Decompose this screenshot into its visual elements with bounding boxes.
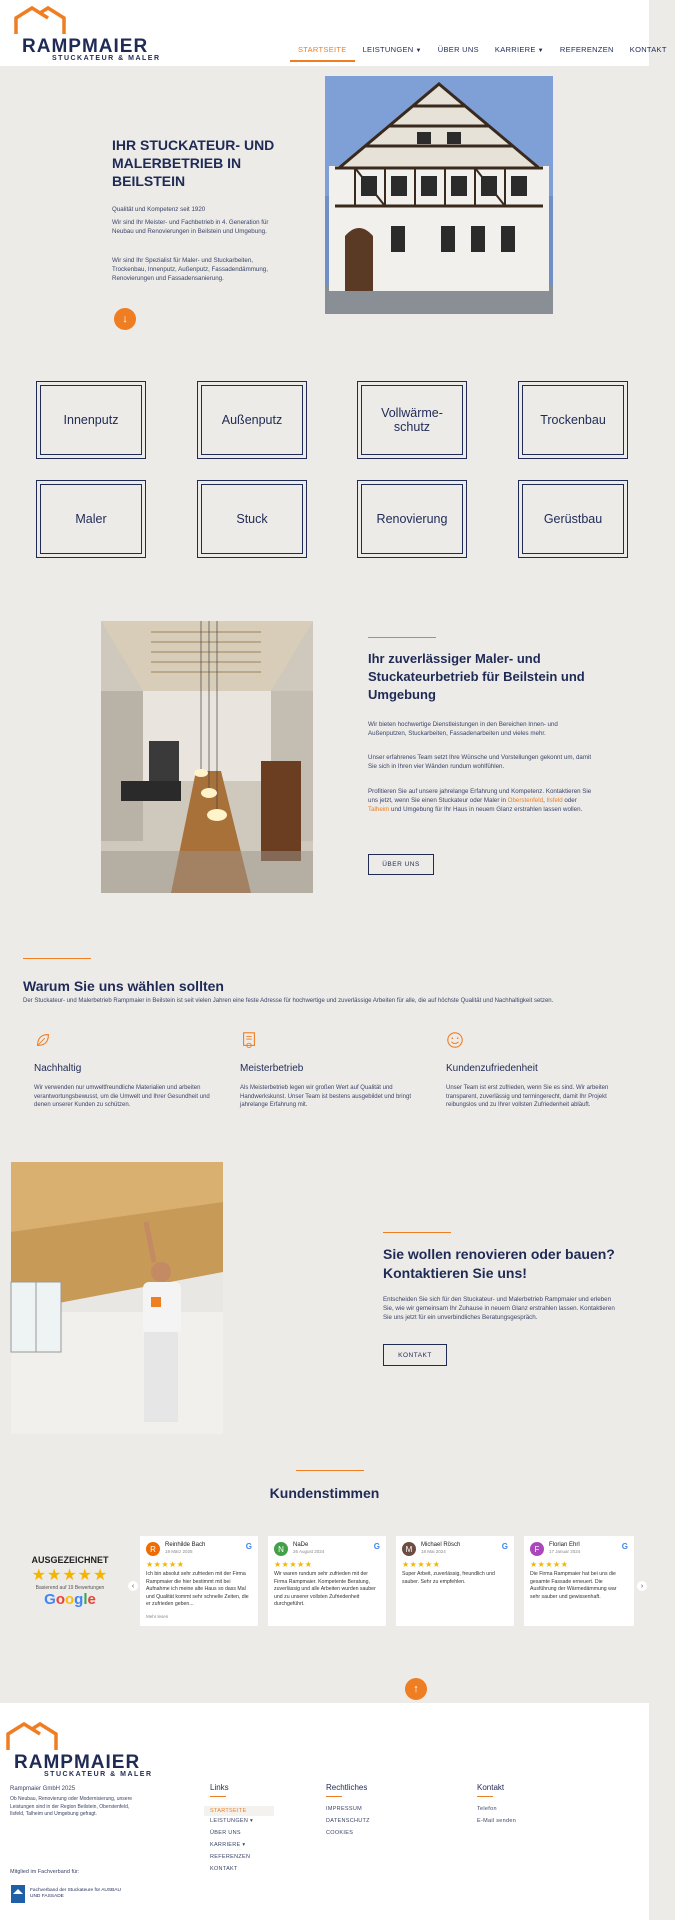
smiley-icon	[446, 1031, 464, 1049]
nav-item-referenzen[interactable]	[552, 40, 622, 62]
nav-label: KONTAKT	[629, 45, 667, 54]
nav-item-überuns[interactable]	[430, 40, 487, 62]
why-title: Warum Sie uns wählen sollten	[23, 978, 224, 994]
about-paragraph-2: Unser erfahrenes Team setzt Ihre Wünsche und Vorstellungen gekonnt um, damit Sie sich in Ihren vier Wänden rundum wohlfühlen.	[368, 754, 592, 770]
footer-heading-underline	[326, 1796, 342, 1797]
roof-logo-icon	[6, 1722, 66, 1752]
nav-label: REFERENZEN	[559, 45, 614, 54]
nav-label: KARRIERE	[494, 45, 536, 54]
nav-label: STARTSEITE	[298, 45, 347, 54]
feature-heading: Meisterbetrieb	[240, 1063, 304, 1074]
service-tile-8[interactable]	[518, 480, 628, 558]
feature-heading: Kundenzufriedenheit	[446, 1063, 538, 1074]
nav-item-leistungen[interactable]	[355, 40, 430, 62]
service-tile-7[interactable]	[357, 480, 467, 558]
logo-name: RAMPMAIER	[22, 36, 149, 57]
rating-basis: Basierend auf 19 Bewertungen	[35, 1585, 105, 1591]
service-tile-2[interactable]	[197, 381, 307, 459]
tile-inner-border	[361, 385, 463, 455]
nav-item-kontakt[interactable]	[622, 40, 675, 62]
tile-inner-border	[40, 385, 142, 455]
leaf-icon	[34, 1031, 52, 1049]
main-nav	[290, 40, 675, 62]
tile-inner-border	[361, 484, 463, 554]
footer-membership: Mitglied im Fachverband für:	[10, 1869, 80, 1875]
chevron-down-icon: ▼	[415, 48, 422, 54]
nav-label: ÜBER UNS	[437, 45, 479, 54]
logo-subtitle: STUCKATEUR & MALER	[44, 1771, 153, 1778]
reviewer-name: Florian Ehrl	[549, 1542, 580, 1548]
avatar: M	[402, 1542, 416, 1556]
nav-label: LEISTUNGEN	[362, 45, 414, 54]
footer-link[interactable]: KARRIERE ▾	[210, 1842, 246, 1848]
hero-intro: Wir sind Ihr Meister- und Fachbetrieb in 4. Generation für Neubau und Renovierungen in Beilstein und Umgebung.	[112, 219, 269, 235]
footer-heading-underline	[210, 1796, 226, 1797]
hero-tagline: Qualität und Kompetenz seit 1920	[112, 206, 206, 213]
footer-link[interactable]: STARTSEITE	[204, 1806, 274, 1816]
scroll-to-top-button[interactable]: ↑	[405, 1678, 427, 1700]
link-oberstenfeld[interactable]: Oberstenfeld	[507, 797, 544, 804]
google-icon: G	[373, 1542, 380, 1551]
rating-stars: ★★★★★	[402, 1560, 441, 1569]
footer-logo[interactable]	[6, 1722, 156, 1776]
roof-logo-icon	[14, 6, 74, 36]
kitchen-interior-image	[101, 621, 313, 893]
cta-text: Entscheiden Sie sich für den Stuckateur- und Malerbetrieb Rampmaier und erleben Sie, wie wir gemeinsam Ihr Zuhause in neuem Glanz erstrahlen lassen. Kontaktieren Sie uns jetzt für ein unverbindliches Beratungsgespräch.	[383, 1296, 615, 1321]
footer-heading: Kontakt	[477, 1783, 505, 1792]
section-divider	[383, 1232, 451, 1233]
service-tile-5[interactable]	[36, 480, 146, 558]
google-icon: G	[501, 1542, 508, 1551]
section-divider	[23, 958, 91, 959]
review-text: Super Arbeit, zuverlässig, freundlich und sauber. Sehr zu empfehlen.	[402, 1571, 495, 1585]
rating-stars: ★★★★★	[530, 1560, 569, 1569]
reviewer-name: Michael Rösch	[421, 1542, 461, 1548]
about-title: Ihr zuverlässiger Maler- und Stuckateurbetrieb für Beilstein und Umgebung	[368, 651, 585, 702]
footer-link[interactable]: ÜBER UNS	[210, 1830, 241, 1836]
reviews-next-button[interactable]: ›	[637, 1581, 647, 1591]
review-text: Ich bin absolut sehr zufrieden mit der Firma Rampmaier die hier bestimmt mit bei Aufnahme ich meine alte Haus so dass Mal und Qualität kommt sehr schnelle Zeiten, die er zufrieden geben...	[146, 1571, 249, 1607]
footer-link[interactable]: DATENSCHUTZ	[326, 1818, 370, 1824]
service-tile-4[interactable]	[518, 381, 628, 459]
footer-heading-underline	[477, 1796, 493, 1797]
service-label: Renovierung	[376, 512, 448, 526]
feature-heading: Nachhaltig	[34, 1063, 82, 1074]
feature-text: Unser Team ist erst zufrieden, wenn Sie es sind. Wir arbeiten transparent, zuverlässig und termingerecht, damit Ihr Projekt reibungslos und zu Ihrer vollsten Zufriedenheit abläuft.	[446, 1085, 609, 1108]
association-name: Fachverband der Stuckateure für AUSBAU UND FASSADE	[30, 1888, 121, 1899]
service-label: Trockenbau	[540, 413, 606, 427]
section-divider	[368, 637, 436, 638]
contact-button[interactable]: KONTAKT	[383, 1344, 447, 1366]
site-logo[interactable]	[14, 6, 164, 60]
footer-link[interactable]: Telefon	[477, 1806, 497, 1812]
association-logo-icon	[10, 1884, 26, 1904]
link-talheim[interactable]: Talheim	[368, 806, 390, 813]
avatar: F	[530, 1542, 544, 1556]
painter-at-work-image	[11, 1162, 223, 1434]
reviewer-name: Reinhilde Bach	[165, 1542, 206, 1548]
logo-name: RAMPMAIER	[14, 1752, 141, 1773]
service-label: Maler	[75, 512, 107, 526]
review-date: 26 August 2024	[293, 1549, 325, 1554]
google-icon: G	[245, 1542, 252, 1551]
rating-stars: ★★★★★	[31, 1567, 109, 1584]
footer-link[interactable]: REFERENZEN	[210, 1854, 251, 1860]
half-timbered-house-image	[325, 76, 553, 314]
review-card	[524, 1536, 634, 1626]
footer-heading: Rechtliches	[326, 1783, 368, 1792]
rating-stars: ★★★★★	[146, 1560, 185, 1569]
hero-title: IHR STUCKATEUR- UND MALERBETRIEB IN BEILSTEIN	[112, 137, 275, 189]
tile-inner-border	[522, 385, 624, 455]
footer-link[interactable]: LEISTUNGEN ▾	[210, 1818, 254, 1824]
scroll-down-button[interactable]: ↓	[114, 308, 136, 330]
avatar: R	[146, 1542, 160, 1556]
review-card	[268, 1536, 386, 1626]
reviewer-name: NaDe	[293, 1542, 309, 1548]
logo-subtitle: STUCKATEUR & MALER	[52, 55, 161, 62]
section-divider	[296, 1470, 364, 1471]
service-label: Vollwärme-schutz	[381, 406, 443, 434]
google-logo: Google	[44, 1591, 96, 1608]
rating-stars: ★★★★★	[274, 1560, 313, 1569]
tile-inner-border	[522, 484, 624, 554]
review-date: 19 März 2025	[165, 1549, 193, 1554]
service-label: Innenputz	[63, 413, 119, 427]
review-text: Die Firma Rampmaier hat bei uns die gesamte Fassade erneuert. Die Ausführung der Wärmedämmung war sehr sauber und gewissenhaft.	[530, 1571, 617, 1600]
service-tile-3[interactable]	[357, 381, 467, 459]
service-label: Stuck	[236, 512, 268, 526]
feature-text: Als Meisterbetrieb legen wir großen Wert auf Qualität und Handwerkskunst. Unser Team ist bestens ausgebildet und bringt jahrelange Erfahrung mit.	[240, 1085, 411, 1108]
review-date: 18 Mai 2024	[421, 1549, 446, 1554]
review-text: Wir waren rundum sehr zufrieden mit der Firma Rampmaier. Kompetente Beratung, zuverlässig und alle Arbeiten wurden sauber und zu unserer vollsten Zufriedenheit durchgeführt.	[274, 1571, 376, 1607]
hero-specialist: Wir sind Ihr Spezialist für Maler- und Stuckarbeiten, Trockenbau, Innenputz, Außenputz, Fassadendämmung, Renovierungen und Fassadensanierung.	[112, 257, 268, 282]
google-rating-badge	[26, 1555, 114, 1608]
certificate-icon	[240, 1031, 258, 1049]
service-tile-1[interactable]	[36, 381, 146, 459]
reviews-title: Kundenstimmen	[269, 1485, 380, 1501]
footer-description: Ob Neubau, Renovierung oder Modernisierung, unsere Leistungen sind in der Region Beilstein, Oberstenfeld, Ilsfeld, Talheim und Umgebung gefragt.	[10, 1796, 133, 1817]
footer-link[interactable]: KONTAKT	[210, 1866, 238, 1872]
service-tile-6[interactable]	[197, 480, 307, 558]
feature-text: Wir verwenden nur umweltfreundliche Materialien und arbeiten verantwortungsbewusst, um die Umwelt und Ihrer Gesundheit und denen unserer Kunden zu schützen.	[34, 1085, 210, 1108]
about-us-button[interactable]: ÜBER UNS	[368, 854, 434, 875]
chevron-down-icon: ▼	[537, 48, 544, 54]
link-ilsfeld[interactable]: Ilsfeld	[546, 797, 563, 804]
review-card	[396, 1536, 514, 1626]
footer-link[interactable]: E-Mail senden	[477, 1818, 517, 1824]
footer-link[interactable]: IMPRESSUM	[326, 1806, 363, 1812]
tile-inner-border	[40, 484, 142, 554]
cta-title: Sie wollen renovieren oder bauen? Kontaktieren Sie uns!	[383, 1246, 615, 1281]
about-paragraph-1: Wir bieten hochwertige Dienstleistungen in den Bereichen Innen- und Außenputzen, Stuckarbeiten, Fassadenarbeiten und vieles mehr.	[368, 721, 558, 737]
footer-link[interactable]: COOKIES	[326, 1830, 354, 1836]
nav-item-startseite[interactable]	[290, 40, 355, 62]
read-more-link[interactable]: Mehr lesen	[146, 1614, 169, 1619]
nav-item-karriere[interactable]	[487, 40, 552, 62]
reviews-prev-button[interactable]: ‹	[128, 1581, 138, 1591]
why-subtitle: Der Stuckateur- und Malerbetrieb Rampmaier in Beilstein ist seit vielen Jahren eine feste Adresse für hochwertige und zuverlässige Arbeiten für alle, die auf höchste Qualität und Nachhaltigkeit setzen.	[23, 998, 554, 1004]
about-paragraph-3: Profitieren Sie auf unsere jahrelange Erfahrung und Kompetenz. Kontaktieren Sie uns jetzt, wenn Sie einen Stuckateur oder Maler in Oberstenfeld, Ilsfeld oder Talheim und Umgebung für Ihr Haus in neuem Glanz erstrahlen lassen wollen.	[368, 788, 592, 813]
google-icon: G	[621, 1542, 628, 1551]
footer-copyright: Rampmaier GmbH 2025	[10, 1786, 76, 1792]
review-card	[140, 1536, 258, 1626]
association-badge[interactable]	[10, 1881, 128, 1907]
review-date: 17 Januar 2024	[549, 1549, 581, 1554]
service-label: Gerüstbau	[543, 512, 603, 526]
footer-heading: Links	[210, 1783, 229, 1792]
avatar: N	[274, 1542, 288, 1556]
tile-inner-border	[201, 385, 303, 455]
award-label: AUSGEZEICHNET	[31, 1555, 109, 1565]
service-label: Außenputz	[221, 413, 283, 427]
tile-inner-border	[201, 484, 303, 554]
